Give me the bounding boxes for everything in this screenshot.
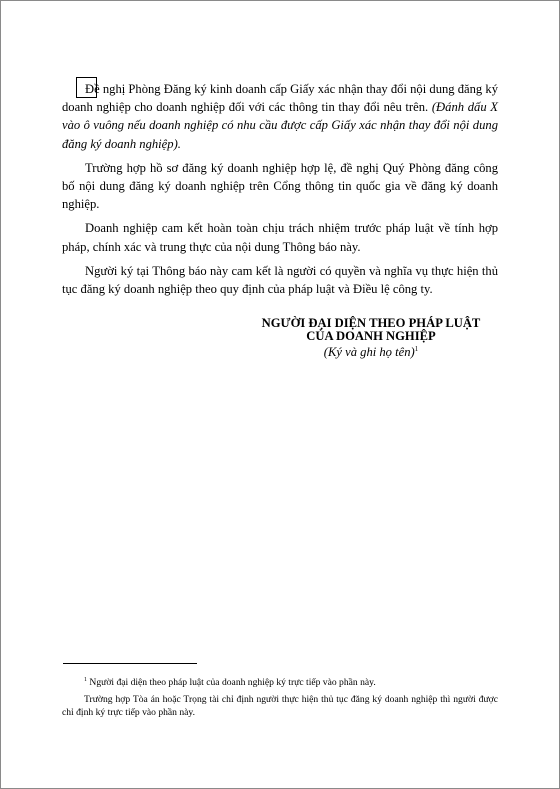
footnote-1 — [62, 674, 498, 690]
footnote-separator — [63, 663, 197, 664]
document-body — [62, 80, 498, 304]
publication-request-paragraph: Trường hợp hồ sơ đăng ký doanh nghiệp hợp lệ, đề nghị Quý Phòng đăng công bố nội dung đăng ký doanh nghiệp trên Cổng thông tin quốc gia về đăng ký doanh nghiệp. — [62, 160, 498, 212]
footnotes — [62, 674, 498, 722]
signature-note — [246, 343, 496, 359]
footnote-marker: 1 — [84, 677, 87, 683]
signer-commitment-paragraph: Người ký tại Thông báo này cam kết là người có quyền và nghĩa vụ thực hiện thủ tục đăng ký doanh nghiệp theo quy định của pháp luật và Điều lệ công ty. — [62, 263, 498, 297]
signature-title-line1: NGƯỜI ĐẠI DIỆN THEO PHÁP LUẬT — [261, 316, 481, 330]
certificate-request-paragraph — [62, 80, 498, 153]
signature-footnote-ref[interactable]: 1 — [414, 345, 419, 353]
certificate-request-checkbox[interactable] — [76, 77, 97, 98]
footnote-1-text: Người đại diện theo pháp luật của doanh nghiệp ký trực tiếp vào phần này. — [89, 677, 376, 689]
certificate-request-text: Đề nghị Phòng Đăng ký kinh doanh cấp Giấy xác nhận thay đổi nội dung đăng ký doanh nghiệp cho doanh nghiệp đối với các thông tin thay đổi nêu trên. — [62, 82, 498, 115]
signature-note-text: (Ký và ghi họ tên) — [323, 345, 415, 360]
signature-title-line2: CỦA DOANH NGHIỆP — [306, 329, 436, 343]
certificate-request-instruction: (Đánh dấu X vào ô vuông nếu doanh nghiệp có nhu cầu được cấp Giấy xác nhận thay đổi nội dung đăng ký doanh nghiệp). — [62, 100, 498, 151]
footnote-2: Trường hợp Tòa án hoặc Trọng tài chỉ định người thực hiện thủ tục đăng ký doanh nghiệp thì người được chỉ định ký trực tiếp vào phần này. — [62, 693, 498, 718]
signature-block — [246, 317, 496, 359]
commitment-paragraph: Doanh nghiệp cam kết hoàn toàn chịu trách nhiệm trước pháp luật về tính hợp pháp, chính xác và trung thực của nội dung Thông báo này. — [62, 221, 498, 254]
